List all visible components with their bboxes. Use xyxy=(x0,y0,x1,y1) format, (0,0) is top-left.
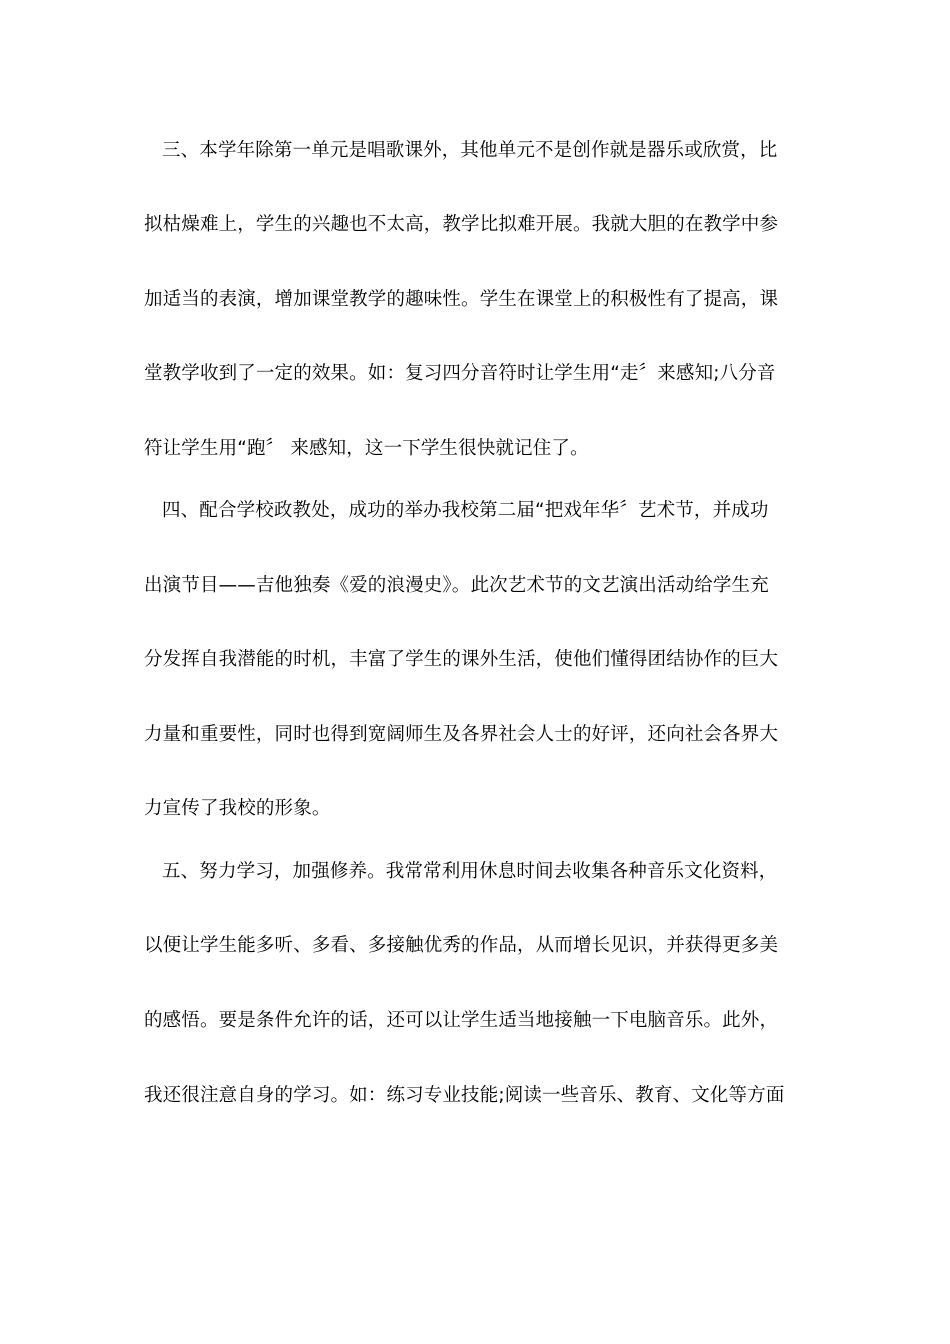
paragraph-3-line-4: 堂教学收到了一定的效果。如：复习四分音符时让学生用“走〞来感知;八分音 xyxy=(144,363,776,384)
paragraph-5-line-2: 以便让学生能多听、多看、多接触优秀的作品，从而增长见识，并获得更多美 xyxy=(144,935,779,956)
paragraph-4-line-3: 分发挥自我潜能的时机，丰富了学生的课外生活，使他们懂得团结协作的巨大 xyxy=(144,649,779,670)
paragraph-3-line-2: 拟枯燥难上，学生的兴趣也不太高，教学比拟难开展。我就大胆的在教学中参 xyxy=(144,214,779,235)
paragraph-4-line-4: 力量和重要性，同时也得到宽阔师生及各界社会人士的好评，还向社会各界大 xyxy=(144,724,779,745)
paragraph-3-line-5: 符让学生用“跑〞 来感知，这一下学生很快就记住了。 xyxy=(144,438,589,459)
paragraph-4-line-5: 力宣传了我校的形象。 xyxy=(144,798,331,819)
paragraph-5-line-4: 我还很注意自身的学习。如：练习专业技能;阅读一些音乐、教育、文化等方面 xyxy=(144,1085,785,1106)
paragraph-5-line-3: 的感悟。要是条件允许的话，还可以让学生适当地接触一下电脑音乐。此外， xyxy=(144,1010,779,1031)
paragraph-3-line-3: 加适当的表演，增加课堂教学的趣味性。学生在课堂上的积极性有了提高，课 xyxy=(144,289,779,310)
paragraph-4-line-2: 出演节目——吉他独奏《爱的浪漫史》。此次艺术节的文艺演出活动给学生充 xyxy=(144,575,769,596)
paragraph-3-line-1: 三、本学年除第一单元是唱歌课外，其他单元不是创作就是器乐或欣赏，比 xyxy=(162,140,778,161)
paragraph-5-line-1: 五、努力学习，加强修养。我常常利用休息时间去收集各种音乐文化资料， xyxy=(162,861,778,882)
paragraph-4-line-1: 四、配合学校政教处，成功的举办我校第二届“把戏年华〞艺术节，并成功 xyxy=(162,500,769,521)
